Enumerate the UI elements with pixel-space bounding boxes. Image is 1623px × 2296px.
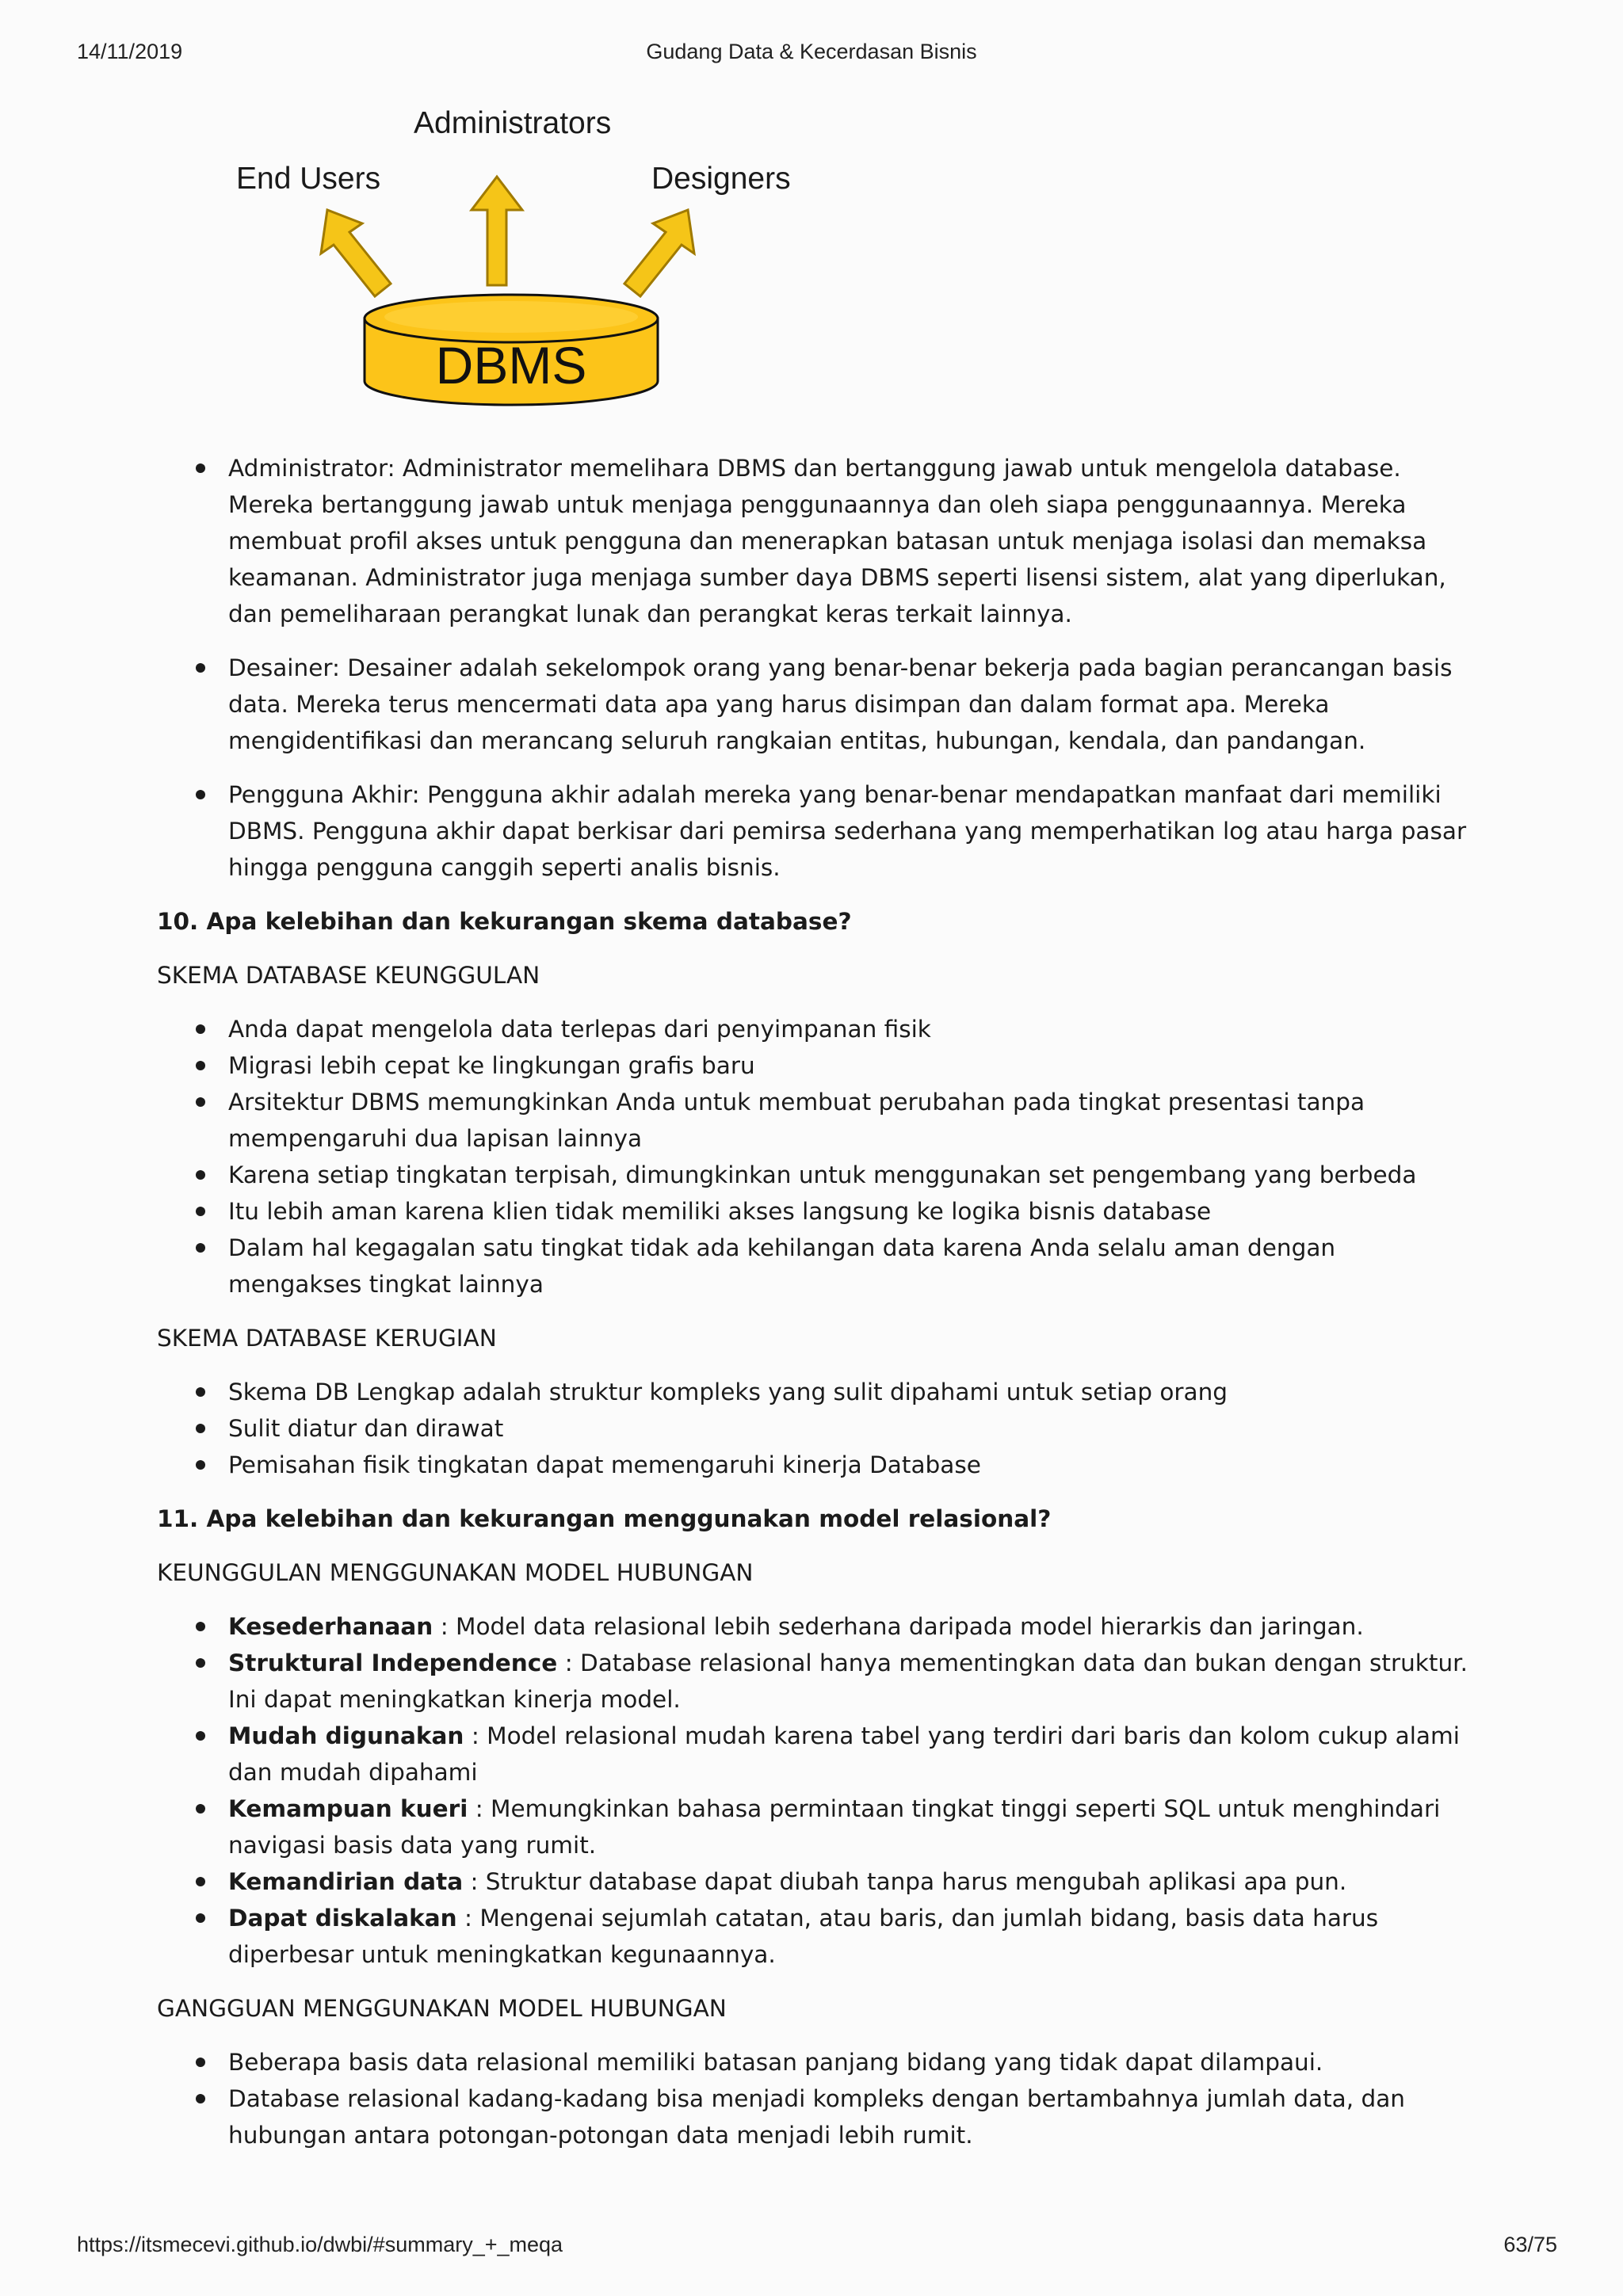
arrow-up-icon [472,177,522,285]
arrow-up-right-icon [624,210,694,296]
document-body [157,450,1472,2153]
list-item: Sulit diatur dan dirawat [157,1410,1472,1447]
schema-disadvantages-list [157,1374,1472,1483]
definition: : Model data relasional lebih sederhana daripada model hierarkis dan jaringan. [433,1613,1364,1640]
term: Kemandirian data [228,1868,464,1895]
relational-disadvantages-heading: GANGGUAN MENGGUNAKAN MODEL HUBUNGAN [157,1995,727,2022]
list-item [157,1718,1472,1791]
list-item: Dalam hal kegagalan satu tingkat tidak ada kehilangan data karena Anda selalu aman dengan mengakses tingkat lainnya [157,1230,1472,1302]
list-item: Skema DB Lengkap adalah struktur kompleks yang sulit dipahami untuk setiap orang [157,1374,1472,1410]
list-item: Anda dapat mengelola data terlepas dari penyimpanan fisik [157,1011,1472,1047]
schema-advantages-list [157,1011,1472,1302]
arrow-up-left-icon [321,210,391,296]
diagram-label-dbms: DBMS [435,336,587,395]
roles-list [157,450,1472,886]
schema-disadvantages-heading: SKEMA DATABASE KERUGIAN [157,1325,497,1352]
schema-advantages-heading: SKEMA DATABASE KEUNGGULAN [157,962,540,989]
diagram-label-designers: Designers [651,162,791,196]
term: Dapat diskalakan [228,1905,457,1932]
definition: : Database relasional hanya mementingkan data dan bukan dengan struktur. Ini dapat meningkatkan kinerja model. [228,1650,1468,1713]
term: Kemampuan kueri [228,1795,468,1822]
page-number: 63/75 [1503,2233,1557,2256]
page-url: https://itsmecevi.github.io/dwbi/#summary_+_meqa [77,2233,563,2256]
diagram-label-administrators: Administrators [414,106,612,140]
dbms-users-diagram [222,91,824,408]
definition: : Memungkinkan bahasa permintaan tingkat tinggi seperti SQL untuk menghindari navigasi basis data yang rumit. [228,1795,1441,1859]
definition: : Model relasional mudah karena tabel yang terdiri dari baris dan kolom cukup alami dan mudah dipahami [228,1722,1460,1786]
relational-disadvantages-list [157,2044,1472,2153]
list-item: Pemisahan fisik tingkatan dapat memengaruhi kinerja Database [157,1447,1472,1483]
definition: : Mengenai sejumlah catatan, atau baris, dan jumlah bidang, basis data harus diperbesar untuk meningkatkan kegunaannya. [228,1905,1379,1968]
print-date: 14/11/2019 [77,40,183,63]
list-item: Administrator: Administrator memelihara DBMS dan bertanggung jawab untuk mengelola database. Mereka bertanggung jawab untuk menjaga penggunaannya dan oleh siapa penggunaannya. Mereka membuat profil akses untuk pengguna dan menerapkan batasan untuk menjaga isolasi dan memaksa keamanan. Administrator juga menjaga sumber daya DBMS seperti lisensi sistem, alat yang diperlukan, dan pemeliharaan perangkat lunak dan perangkat keras terkait lainnya. [157,450,1472,632]
list-item [157,1863,1472,1900]
list-item: Karena setiap tingkatan terpisah, dimungkinkan untuk menggunakan set pengembang yang berbeda [157,1157,1472,1193]
list-item: Migrasi lebih cepat ke lingkungan grafis baru [157,1047,1472,1084]
page-title: Gudang Data & Kecerdasan Bisnis [646,40,977,63]
list-item: Database relasional kadang-kadang bisa menjadi kompleks dengan bertambahnya jumlah data, dan hubungan antara potongan-potongan data menjadi lebih rumit. [157,2081,1472,2153]
relational-advantages-list [157,1608,1472,1973]
list-item: Arsitektur DBMS memungkinkan Anda untuk membuat perubahan pada tingkat presentasi tanpa mempengaruhi dua lapisan lainnya [157,1084,1472,1157]
relational-advantages-heading: KEUNGGULAN MENGGUNAKAN MODEL HUBUNGAN [157,1559,754,1586]
list-item [157,1645,1472,1718]
diagram-label-end-users: End Users [236,162,381,196]
question-11-heading: 11. Apa kelebihan dan kekurangan menggunakan model relasional? [157,1505,1052,1532]
list-item: Pengguna Akhir: Pengguna akhir adalah mereka yang benar-benar mendapatkan manfaat dari memiliki DBMS. Pengguna akhir dapat berkisar dari pemirsa sederhana yang memperhatikan log atau harga pasar hingga pengguna canggih seperti analis bisnis. [157,776,1472,886]
term: Struktural Independence [228,1650,558,1676]
list-item [157,1608,1472,1645]
question-10-heading: 10. Apa kelebihan dan kekurangan skema database? [157,908,852,935]
list-item [157,1791,1472,1863]
term: Mudah digunakan [228,1722,464,1749]
list-item: Beberapa basis data relasional memiliki batasan panjang bidang yang tidak dapat dilampaui. [157,2044,1472,2081]
term: Kesederhanaan [228,1613,433,1640]
list-item [157,1900,1472,1973]
list-item: Desainer: Desainer adalah sekelompok orang yang benar-benar bekerja pada bagian perancangan basis data. Mereka terus mencermati data apa yang harus disimpan dan dalam format apa. Mereka mengidentifikasi dan merancang seluruh rangkaian entitas, hubungan, kendala, dan pandangan. [157,650,1472,759]
list-item: Itu lebih aman karena klien tidak memiliki akses langsung ke logika bisnis database [157,1193,1472,1230]
definition: : Struktur database dapat diubah tanpa harus mengubah aplikasi apa pun. [463,1868,1347,1895]
